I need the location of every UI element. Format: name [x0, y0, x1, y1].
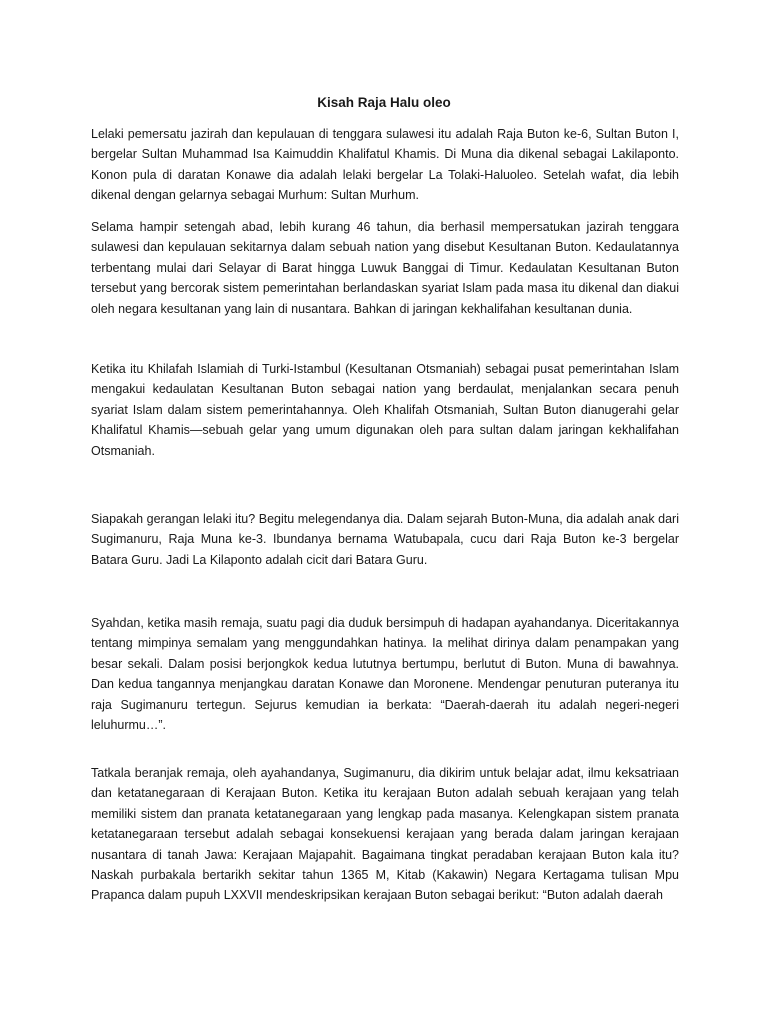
paragraph-4: Siapakah gerangan lelaki itu? Begitu melegendanya dia. Dalam sejarah Buton-Muna, dia adalah anak dari Sugimanuru, Raja Muna ke-3. Ibundanya bernama Watubapala, cucu dari Raja Buton ke-3 bergelar Batara Guru. Jadi La Kilaponto adalah cicit dari Batara Guru.	[91, 512, 679, 567]
paragraph-2: Selama hampir setengah abad, lebih kurang 46 tahun, dia berhasil mempersatukan jazirah tenggara sulawesi dan kepulauan sekitarnya dalam sebuah nation yang disebut Kesultanan Buton. Kedaulatannya terbentang mulai dari Selayar di Barat hingga Luwuk Banggai di Timur. Kedaulatan Kesultanan Buton tersebut yang bercorak sistem pemerintahan berlandaskan syariat Islam pada masa itu dikenal dan diakui oleh negara kesultanan yang lain di nusantara. Bahkan di jaringan kekhalifahan kesultanan dunia.	[91, 220, 679, 316]
paragraph-1: Lelaki pemersatu jazirah dan kepulauan di tenggara sulawesi itu adalah Raja Buton ke-6, Sultan Buton I, bergelar Sultan Muhammad Isa Kaimuddin Khalifatul Khamis. Di Muna dia dikenal sebagai Lakilaponto. Konon pula di daratan Konawe dia adalah lelaki bergelar La Tolaki-Haluoleo. Setelah wafat, dia lebih dikenal dengan gelarnya sebagai Murhum: Sultan Murhum.	[91, 127, 679, 203]
document-title: Kisah Raja Halu oleo	[317, 95, 451, 110]
paragraph-6: Tatkala beranjak remaja, oleh ayahandanya, Sugimanuru, dia dikirim untuk belajar adat, ilmu keksatriaan dan ketatanegaraan di Kerajaan Buton. Ketika itu kerajaan Buton adalah sebuah kerajaan yang telah memiliki sistem dan pranata ketatanegaraan yang lengkap pada masanya. Kelengkapan sistem pranata ketatanegaraan tersebut adalah sebagai konsekuensi kerajaan yang berada dalam jaringan kerajaan nusantara di tanah Jawa: Kerajaan Majapahit. Bagaimana tingkat peradaban kerajaan Buton kala itu? Naskah purbakala bertarikh sekitar tahun 1365 M, Kitab (Kakawin) Negara Kertagama tulisan Mpu Prapanca dalam pupuh LXXVII mendeskripsikan kerajaan Buton sebagai berikut: “Buton adalah daerah	[91, 766, 679, 903]
paragraph-5: Syahdan, ketika masih remaja, suatu pagi dia duduk bersimpuh di hadapan ayahandanya. Diceritakannya tentang mimpinya semalam yang menggundahkan hatinya. Ia melihat dirinya dalam penampakan yang besar sekali. Dalam posisi berjongkok kedua lututnya bertumpu, berlutut di Buton. Muna di bawahnya. Dan kedua tangannya menjangkau daratan Konawe dan Moronene. Mendengar penuturan puteranya itu raja Sugimanuru tertegun. Sejurus kemudian ia berkata: “Daerah-daerah itu adalah negeri-negeri leluhurmu…”.	[91, 616, 679, 733]
paragraph-3: Ketika itu Khilafah Islamiah di Turki-Istambul (Kesultanan Otsmaniah) sebagai pusat pemerintahan Islam mengakui kedaulatan Kesultanan Buton sebagai nation yang berdaulat, menjalankan secara penuh syariat Islam dalam sistem pemerintahannya. Oleh Khalifah Otsmaniah, Sultan Buton dianugerahi gelar Khalifatul Khamis—sebuah gelar yang umum digunakan oleh para sultan dalam jaringan kekhalifahan Otsmaniah.	[91, 362, 679, 458]
